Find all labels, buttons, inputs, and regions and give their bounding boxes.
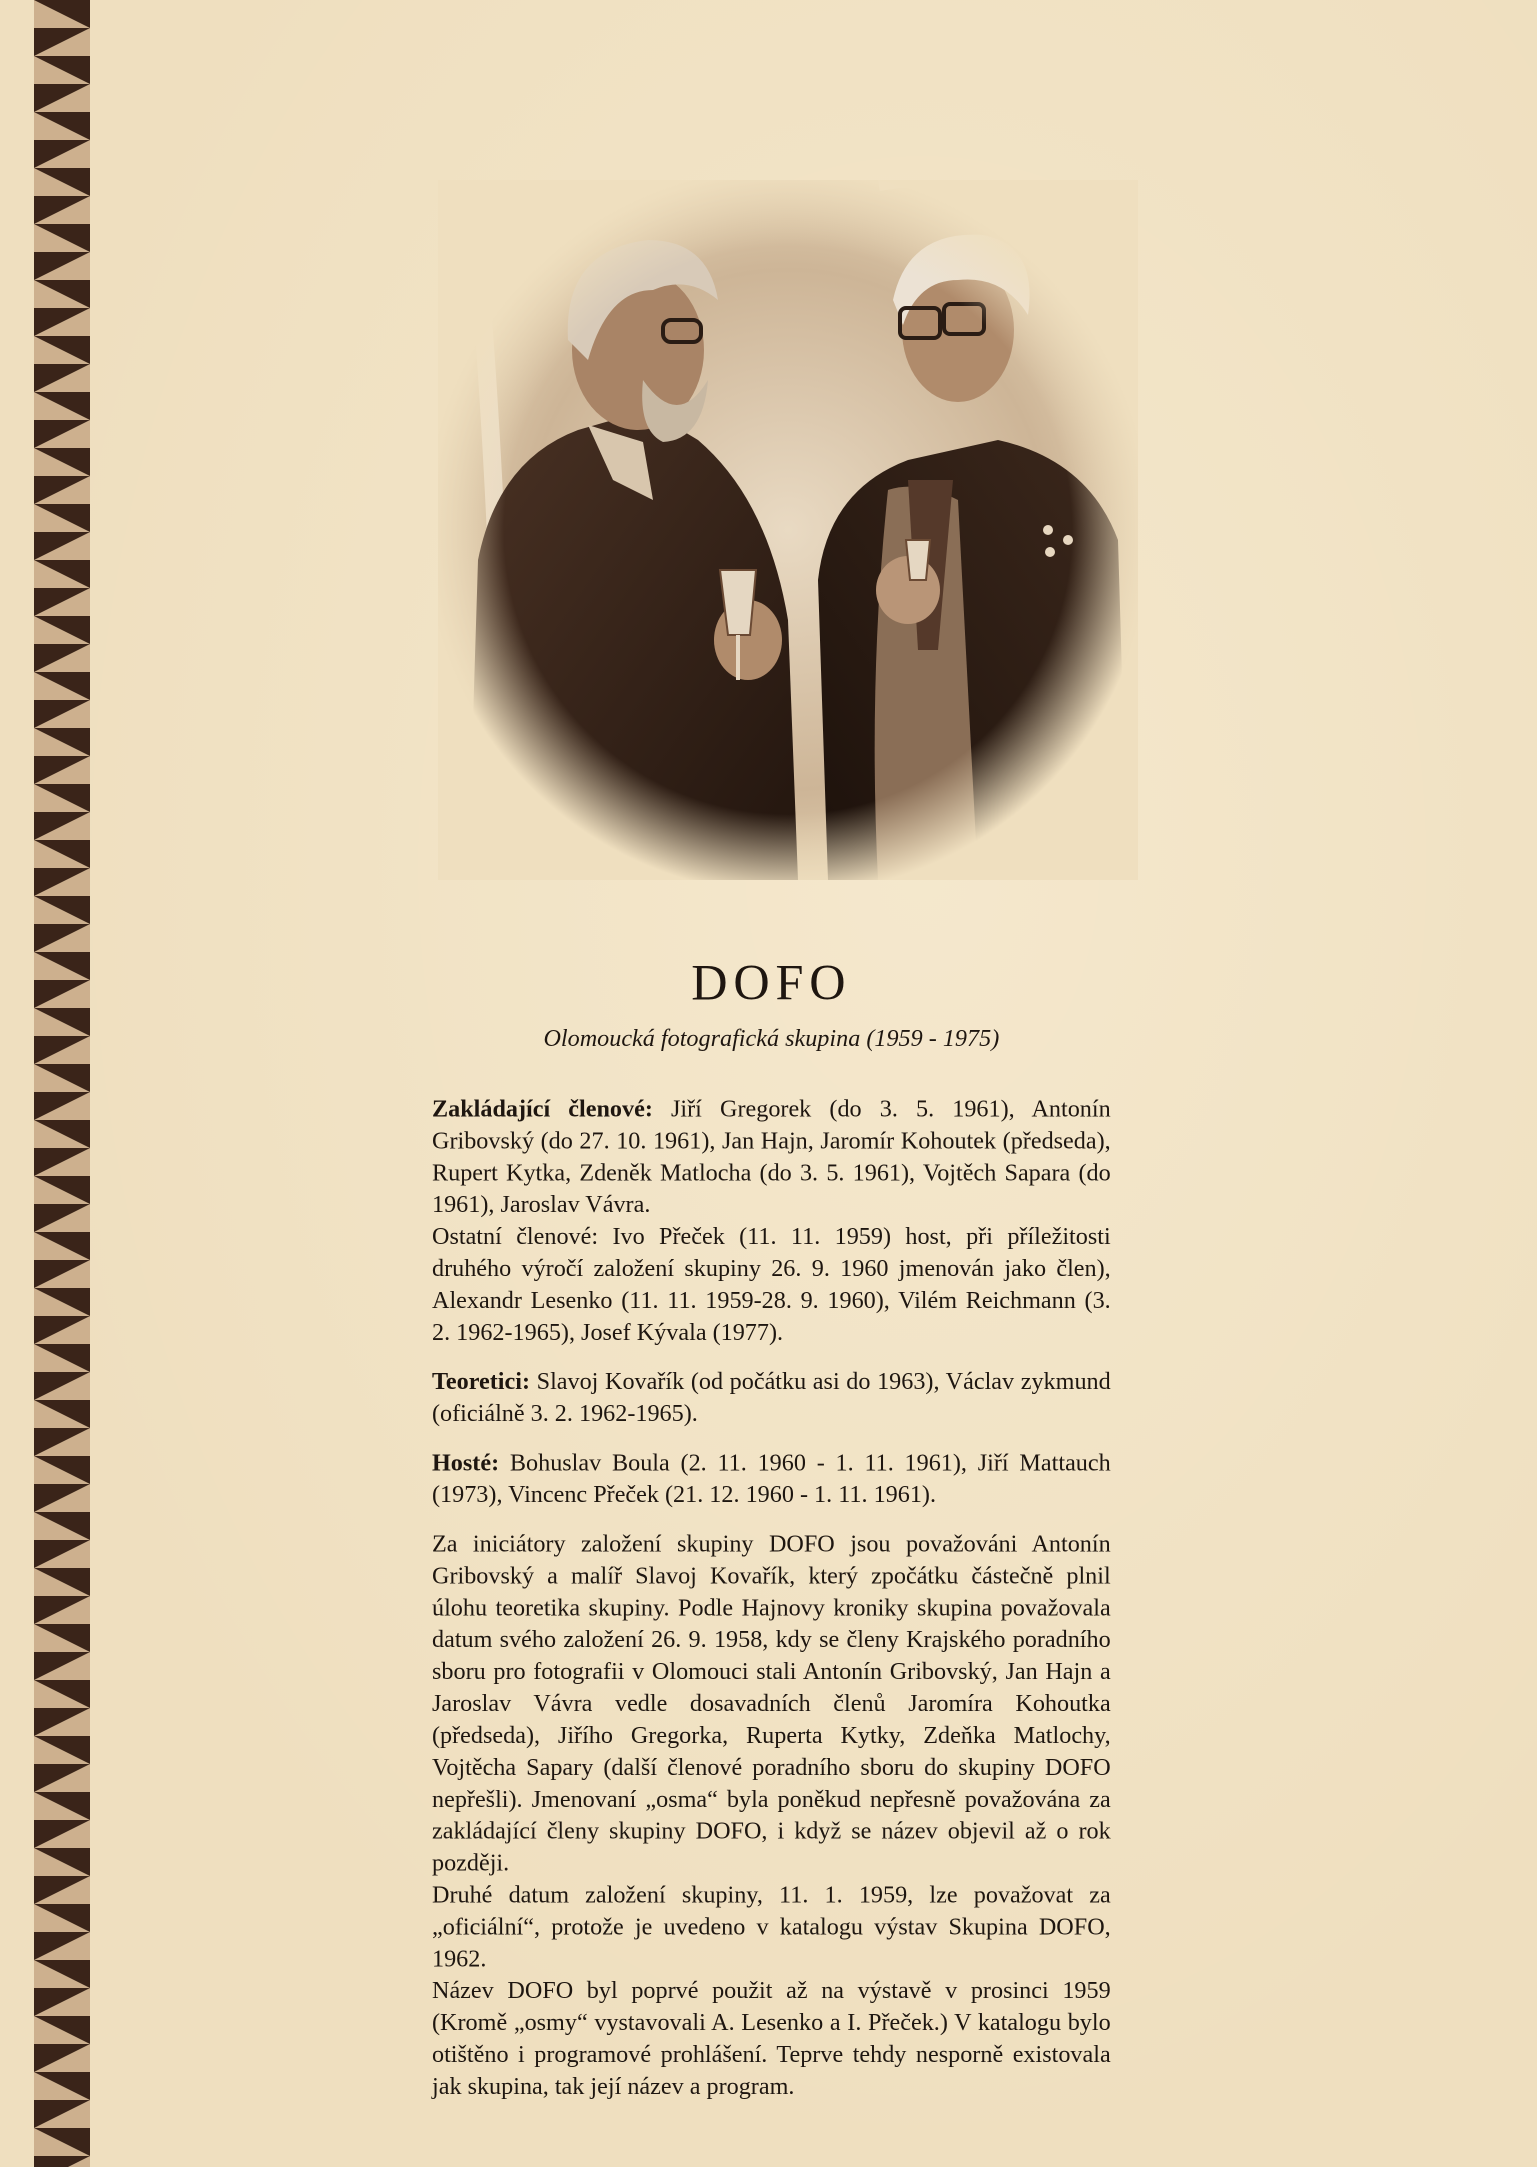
section-other-members	[432, 1221, 1111, 1349]
section-text: Ostatní členové: Ivo Přeček (11. 11. 1959) host, při příležitosti druhého výročí založení skupiny 26. 9. 1960 jmenován jako člen), Alexandr Lesenko (11. 11. 1959-28. 9. 1960), Vilém Reichmann (3. 2. 1962-1965), Josef Kývala (1977).	[432, 1223, 1111, 1346]
section-founding-members	[432, 1093, 1111, 1221]
decorative-border	[34, 0, 90, 2167]
section-text: Slavoj Kovařík (od počátku asi do 1963), Václav zykmund (oficiálně 3. 2. 1962-1965).	[432, 1368, 1111, 1427]
section-guests	[432, 1447, 1111, 1511]
document-text	[432, 955, 1111, 2120]
section-theorists	[432, 1366, 1111, 1430]
document-title: DOFO	[691, 955, 852, 1012]
triangle-pattern-border-icon	[34, 0, 90, 2167]
section-text: Bohuslav Boula (2. 11. 1960 - 1. 11. 1961), Jiří Mattauch (1973), Vincenc Přeček (21. 12. 1960 - 1. 11. 1961).	[432, 1450, 1111, 1509]
section-label: Zakládající členové:	[432, 1096, 653, 1123]
section-text: Jiří Gregorek (do 3. 5. 1961), Antonín Gribovský (do 27. 10. 1961), Jan Hajn, Jaromír Kohoutek (předseda), Rupert Kytka, Zdeněk Matlocha (do 3. 5. 1961), Vojtěch Sapara (do 1961), Jaroslav Vávra.	[432, 1096, 1111, 1218]
body-paragraph: Název DOFO byl poprvé použit až na výstavě v prosinci 1959 (Kromě „osmy“ vystavovali A. Lesenko a I. Přeček.) V katalogu bylo otištěno i programové prohlášení. Teprve tehdy nesporně existovala jak skupina, tak její název a program.	[432, 1977, 1111, 2100]
body-paragraph: Za iniciátory založení skupiny DOFO jsou považováni Antonín Gribovský a malíř Slavoj Kovařík, který zpočátku částečně plnil úlohu teoretika skupiny. Podle Hajnovy kroniky skupina považovala datum svého založení 26. 9. 1958, kdy se členy Krajského poradního sboru pro fotografii v Olomouci stali Antonín Gribovský, Jan Hajn a Jaroslav Vávra vedle dosavadních členů Jaromíra Kohoutka (předseda), Jiřího Gregorka, Ruperta Kytky, Zdeňka Matlochy, Vojtěcha Sapary (další členové poradního sboru do skupiny DOFO nepřešli). Jmenovaní „osma“ byla poněkud nepřesně považována za zakládající členy skupiny DOFO, i když se název objevil až o rok později.	[432, 1531, 1111, 1877]
section-label: Teoretici:	[432, 1368, 530, 1395]
section-label: Hosté:	[432, 1450, 500, 1477]
body-paragraph: Druhé datum založení skupiny, 11. 1. 1959, lze považovat za „oficiální“, protože je uvedeno v katalogu výstav Skupina DOFO, 1962.	[432, 1882, 1111, 1973]
two-men-portrait-photo-icon	[438, 180, 1138, 880]
photo-frame	[438, 180, 1138, 880]
document-subtitle: Olomoucká fotografická skupina (1959 - 1975)	[543, 1025, 1000, 1052]
